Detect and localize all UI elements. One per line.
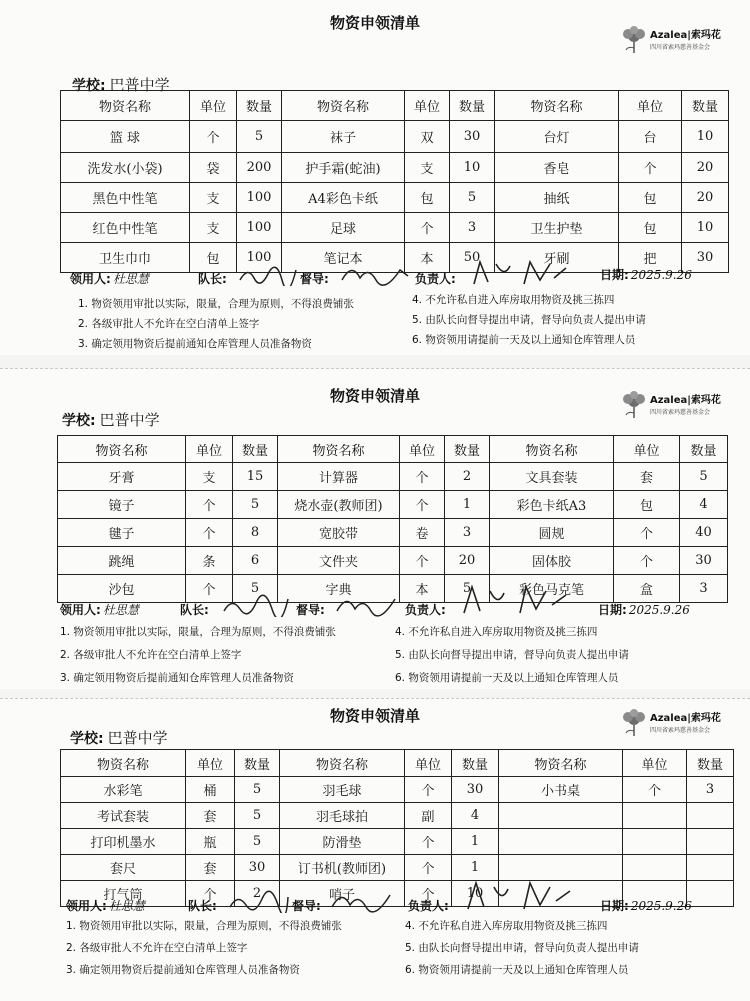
item-unit: 本 <box>405 243 450 273</box>
item-unit: 套 <box>186 803 235 829</box>
date-value: 2025.9.26 <box>628 603 690 617</box>
date-label: 日期: <box>600 899 629 913</box>
item-name: 套尺 <box>61 855 186 881</box>
receiver-label: 领用人: <box>70 272 111 286</box>
item-unit: 个 <box>405 213 450 243</box>
item-name: 打印机墨水 <box>61 829 186 855</box>
item-unit: 个 <box>405 881 452 907</box>
logo-org: 四川省索玛慈善基金会 <box>650 409 711 416</box>
item-unit <box>623 829 687 855</box>
date-field <box>600 897 692 914</box>
supervisor-label: 督导: <box>300 272 329 286</box>
receiver-field <box>66 897 145 914</box>
table-row <box>61 855 734 881</box>
item-unit: 盒 <box>614 575 680 603</box>
item-unit: 个 <box>400 547 445 575</box>
item-qty: 10 <box>450 153 495 183</box>
rule-2: 2. 各级审批人不允许在空白清单上签字 <box>78 318 260 330</box>
rule-3: 3. 确定领用物资后提前通知仓库管理人员准备物资 <box>66 964 300 976</box>
item-name: 固体胶 <box>490 547 614 575</box>
rule-2: 2. 各级审批人不允许在空白清单上签字 <box>66 942 248 954</box>
item-qty: 20 <box>682 153 729 183</box>
item-name: 字典 <box>278 575 400 603</box>
supervisor-field <box>300 270 329 287</box>
school-label: 学校: <box>72 78 106 94</box>
item-qty: 2 <box>235 881 280 907</box>
responsible-signature <box>470 258 570 288</box>
item-qty: 100 <box>237 213 282 243</box>
leader-signature <box>228 889 290 913</box>
item-qty: 30 <box>235 855 280 881</box>
col-header-name: 物资名称 <box>61 750 186 777</box>
item-name: 香皂 <box>495 153 619 183</box>
item-qty: 10 <box>682 121 729 153</box>
item-qty: 5 <box>235 777 280 803</box>
items-table <box>60 90 729 273</box>
item-unit: 个 <box>186 491 233 519</box>
col-header-unit: 单位 <box>400 436 445 463</box>
item-qty: 5 <box>450 183 495 213</box>
supervisor-label: 督导: <box>296 603 325 617</box>
item-name: 圆规 <box>490 519 614 547</box>
item-qty: 5 <box>680 463 728 491</box>
col-header-name: 物资名称 <box>278 436 400 463</box>
item-name: 跳绳 <box>58 547 186 575</box>
col-header-unit: 单位 <box>614 436 680 463</box>
item-name: 卫生护垫 <box>495 213 619 243</box>
table-row <box>58 463 728 491</box>
rule-5: 5. 由队长向督导提出申请，督导向负责人提出申请 <box>412 314 646 326</box>
item-unit: 个 <box>186 519 233 547</box>
item-qty: 20 <box>682 183 729 213</box>
item-qty: 4 <box>452 803 499 829</box>
date-label: 日期: <box>600 268 629 282</box>
item-qty: 8 <box>233 519 278 547</box>
school-value: 巴普中学 <box>109 76 170 94</box>
item-qty: 3 <box>445 519 490 547</box>
item-qty: 5 <box>235 803 280 829</box>
item-qty: 5 <box>233 491 278 519</box>
date-label: 日期: <box>598 603 627 617</box>
col-header-unit: 单位 <box>186 750 235 777</box>
school-label: 学校: <box>62 413 96 429</box>
item-unit: 个 <box>619 153 682 183</box>
rule-3: 3. 确定领用物资后提前通知仓库管理人员准备物资 <box>78 338 312 350</box>
item-name: 红色中性笔 <box>61 213 190 243</box>
item-name: A4彩色卡纸 <box>282 183 405 213</box>
logo-org: 四川省索玛慈善基金会 <box>650 727 711 734</box>
col-header-qty: 数量 <box>237 91 282 121</box>
table-header-row <box>58 436 728 463</box>
item-name: 沙包 <box>58 575 186 603</box>
table-row <box>58 519 728 547</box>
item-unit: 支 <box>190 183 237 213</box>
item-unit: 个 <box>400 491 445 519</box>
date-value: 2025.9.26 <box>630 899 692 913</box>
col-header-name: 物资名称 <box>490 436 614 463</box>
item-unit <box>623 855 687 881</box>
item-unit: 双 <box>405 121 450 153</box>
item-qty <box>687 855 734 881</box>
leader-label: 队长: <box>180 603 209 617</box>
item-unit: 个 <box>186 575 233 603</box>
item-name: 打气筒 <box>61 881 186 907</box>
requisition-form-1 <box>0 0 750 355</box>
school-line <box>70 727 168 748</box>
leader-field <box>180 601 209 618</box>
item-qty: 5 <box>237 121 282 153</box>
receiver-label: 领用人: <box>60 603 101 617</box>
receiver-field <box>70 270 149 287</box>
col-header-unit: 单位 <box>186 436 233 463</box>
item-unit: 个 <box>400 463 445 491</box>
rule-6: 6. 物资领用请提前一天及以上通知仓库管理人员 <box>395 672 619 684</box>
rule-6: 6. 物资领用请提前一天及以上通知仓库管理人员 <box>412 334 636 346</box>
responsible-field <box>415 270 456 287</box>
item-name: 防滑垫 <box>280 829 405 855</box>
item-name: 哨子 <box>280 881 405 907</box>
table-row <box>61 803 734 829</box>
table-row <box>61 777 734 803</box>
item-qty: 100 <box>237 183 282 213</box>
item-name: 牙膏 <box>58 463 186 491</box>
table-header-row <box>61 750 734 777</box>
rule-2: 2. 各级审批人不允许在空白清单上签字 <box>60 649 242 661</box>
item-name: 护手霜(蛇油) <box>282 153 405 183</box>
item-unit: 个 <box>186 881 235 907</box>
date-field <box>600 266 692 283</box>
table-row <box>58 491 728 519</box>
responsible-field <box>408 897 449 914</box>
azalea-logo <box>620 705 738 745</box>
item-name: 计算器 <box>278 463 400 491</box>
responsible-signature <box>464 879 574 913</box>
supervisor-field <box>296 601 325 618</box>
col-header-name: 物资名称 <box>282 91 405 121</box>
flower-icon <box>620 707 648 737</box>
rule-4: 4. 不允许私自进入库房取用物资及挑三拣四 <box>395 626 598 638</box>
col-header-unit: 单位 <box>405 750 452 777</box>
col-header-unit: 单位 <box>405 91 450 121</box>
rule-4: 4. 不允许私自进入库房取用物资及挑三拣四 <box>405 920 608 932</box>
school-line <box>62 409 160 430</box>
date-value: 2025.9.26 <box>630 268 692 282</box>
col-header-unit: 单位 <box>623 750 687 777</box>
item-unit: 包 <box>619 183 682 213</box>
item-unit: 卷 <box>400 519 445 547</box>
rule-3: 3. 确定领用物资后提前通知仓库管理人员准备物资 <box>60 672 294 684</box>
item-name: 笔记本 <box>282 243 405 273</box>
requisition-form-2 <box>0 368 750 689</box>
item-unit: 桶 <box>186 777 235 803</box>
item-qty: 1 <box>445 491 490 519</box>
col-header-name: 物资名称 <box>495 91 619 121</box>
col-header-qty: 数量 <box>450 91 495 121</box>
item-unit: 把 <box>619 243 682 273</box>
col-header-qty: 数量 <box>233 436 278 463</box>
leader-field <box>198 270 227 287</box>
item-unit: 个 <box>623 777 687 803</box>
item-unit: 个 <box>405 855 452 881</box>
item-unit: 个 <box>614 519 680 547</box>
item-name: 彩色卡纸A3 <box>490 491 614 519</box>
supervisor-label: 督导: <box>292 899 321 913</box>
item-name: 足球 <box>282 213 405 243</box>
item-qty: 1 <box>452 829 499 855</box>
logo-brand: Azalea|索玛花 <box>650 395 721 406</box>
receiver-field <box>60 601 139 618</box>
item-unit: 条 <box>186 547 233 575</box>
logo-brand: Azalea|索玛花 <box>650 30 721 41</box>
item-name: 考试套装 <box>61 803 186 829</box>
item-qty: 30 <box>680 547 728 575</box>
receiver-value: 杜思慧 <box>108 899 145 913</box>
supervisor-signature <box>340 262 410 286</box>
leader-signature <box>238 264 298 286</box>
leader-label: 队长: <box>198 272 227 286</box>
item-qty: 15 <box>233 463 278 491</box>
item-qty: 10 <box>452 881 499 907</box>
col-header-qty: 数量 <box>680 436 728 463</box>
item-qty: 30 <box>682 243 729 273</box>
col-header-qty: 数量 <box>445 436 490 463</box>
item-name: 洗发水(小袋) <box>61 153 190 183</box>
logo-brand: Azalea|索玛花 <box>650 713 721 724</box>
supervisor-field <box>292 897 321 914</box>
item-name: 抽纸 <box>495 183 619 213</box>
leader-label: 队长: <box>188 899 217 913</box>
item-unit: 包 <box>619 213 682 243</box>
form-title: 物资申领清单 <box>329 14 420 32</box>
item-name: 羽毛球拍 <box>280 803 405 829</box>
responsible-signature <box>460 583 570 617</box>
item-unit: 副 <box>405 803 452 829</box>
receiver-value: 杜思慧 <box>112 272 149 286</box>
flower-icon <box>620 24 648 54</box>
item-qty: 6 <box>233 547 278 575</box>
requisition-form-3 <box>0 698 750 1001</box>
azalea-logo <box>620 22 738 62</box>
item-qty: 5 <box>233 575 278 603</box>
responsible-label: 负责人: <box>405 603 446 617</box>
item-unit: 支 <box>186 463 233 491</box>
item-unit: 个 <box>614 547 680 575</box>
item-unit: 支 <box>405 153 450 183</box>
items-table <box>57 435 728 603</box>
receiver-value: 杜思慧 <box>102 603 139 617</box>
item-name: 文具套装 <box>490 463 614 491</box>
table-row <box>61 213 729 243</box>
table-row <box>61 829 734 855</box>
col-header-name: 物资名称 <box>280 750 405 777</box>
item-qty: 3 <box>687 777 734 803</box>
item-unit: 袋 <box>190 153 237 183</box>
item-unit: 个 <box>190 121 237 153</box>
item-name: 黑色中性笔 <box>61 183 190 213</box>
item-name: 彩色马克笔 <box>490 575 614 603</box>
col-header-qty: 数量 <box>452 750 499 777</box>
responsible-label: 负责人: <box>408 899 449 913</box>
item-name: 文件夹 <box>278 547 400 575</box>
item-unit <box>623 803 687 829</box>
item-unit: 瓶 <box>186 829 235 855</box>
item-unit: 个 <box>405 829 452 855</box>
item-name: 订书机(教师团) <box>280 855 405 881</box>
item-name: 小书桌 <box>499 777 623 803</box>
item-name <box>499 829 623 855</box>
item-name: 羽毛球 <box>280 777 405 803</box>
responsible-label: 负责人: <box>415 272 456 286</box>
leader-field <box>188 897 217 914</box>
flower-icon <box>620 389 648 419</box>
item-qty: 5 <box>445 575 490 603</box>
rule-4: 4. 不允许私自进入库房取用物资及挑三拣四 <box>412 294 615 306</box>
item-unit: 包 <box>190 243 237 273</box>
item-unit: 包 <box>405 183 450 213</box>
item-name: 烧水壶(教师团) <box>278 491 400 519</box>
rule-1: 1. 物资领用审批以实际，限量，合理为原则，不得浪费铺张 <box>78 298 354 310</box>
rule-5: 5. 由队长向督导提出申请，督导向负责人提出申请 <box>405 942 639 954</box>
table-header-row <box>61 91 729 121</box>
item-unit: 套 <box>186 855 235 881</box>
leader-signature <box>222 593 292 617</box>
item-name: 宽胶带 <box>278 519 400 547</box>
item-name: 镜子 <box>58 491 186 519</box>
table-row <box>61 153 729 183</box>
rule-1: 1. 物资领用审批以实际，限量，合理为原则，不得浪费铺张 <box>60 626 336 638</box>
item-unit: 套 <box>614 463 680 491</box>
item-unit: 本 <box>400 575 445 603</box>
item-name <box>499 803 623 829</box>
col-header-name: 物资名称 <box>58 436 186 463</box>
item-unit: 包 <box>614 491 680 519</box>
col-header-qty: 数量 <box>235 750 280 777</box>
item-qty: 5 <box>235 829 280 855</box>
item-name: 毽子 <box>58 519 186 547</box>
item-qty: 100 <box>237 243 282 273</box>
logo-org: 四川省索玛慈善基金会 <box>650 44 711 51</box>
col-header-qty: 数量 <box>687 750 734 777</box>
item-qty <box>687 829 734 855</box>
item-name: 篮 球 <box>61 121 190 153</box>
col-header-qty: 数量 <box>682 91 729 121</box>
item-qty: 1 <box>452 855 499 881</box>
item-qty <box>687 803 734 829</box>
col-header-unit: 单位 <box>619 91 682 121</box>
item-name <box>499 855 623 881</box>
date-field <box>598 601 690 618</box>
item-qty: 30 <box>452 777 499 803</box>
receiver-label: 领用人: <box>66 899 107 913</box>
table-row <box>61 121 729 153</box>
item-qty: 3 <box>680 575 728 603</box>
item-name: 牙刷 <box>495 243 619 273</box>
rule-6: 6. 物资领用请提前一天及以上通知仓库管理人员 <box>405 964 629 976</box>
rule-5: 5. 由队长向督导提出申请，督导向负责人提出申请 <box>395 649 629 661</box>
item-qty: 30 <box>450 121 495 153</box>
items-table <box>60 749 734 907</box>
item-qty: 4 <box>680 491 728 519</box>
form-title: 物资申领清单 <box>329 387 420 405</box>
item-unit: 个 <box>405 777 452 803</box>
col-header-name: 物资名称 <box>61 91 190 121</box>
school-label: 学校: <box>70 731 104 747</box>
item-name: 卫生巾巾 <box>61 243 190 273</box>
item-unit: 台 <box>619 121 682 153</box>
responsible-field <box>405 601 446 618</box>
form-title: 物资申领清单 <box>329 707 420 725</box>
col-header-unit: 单位 <box>190 91 237 121</box>
item-qty: 3 <box>450 213 495 243</box>
item-unit: 支 <box>190 213 237 243</box>
item-qty: 40 <box>680 519 728 547</box>
school-value: 巴普中学 <box>99 411 160 429</box>
school-value: 巴普中学 <box>107 729 168 747</box>
rule-1: 1. 物资领用审批以实际，限量，合理为原则，不得浪费铺张 <box>66 920 342 932</box>
supervisor-signature <box>330 887 396 913</box>
table-row <box>58 547 728 575</box>
item-qty: 20 <box>445 547 490 575</box>
table-row <box>61 183 729 213</box>
item-qty: 10 <box>682 213 729 243</box>
item-name: 袜子 <box>282 121 405 153</box>
col-header-name: 物资名称 <box>499 750 623 777</box>
item-name: 水彩笔 <box>61 777 186 803</box>
item-name: 台灯 <box>495 121 619 153</box>
item-qty: 50 <box>450 243 495 273</box>
azalea-logo <box>620 387 738 427</box>
item-qty: 2 <box>445 463 490 491</box>
item-qty <box>687 881 734 907</box>
supervisor-signature <box>335 591 401 617</box>
item-qty: 200 <box>237 153 282 183</box>
